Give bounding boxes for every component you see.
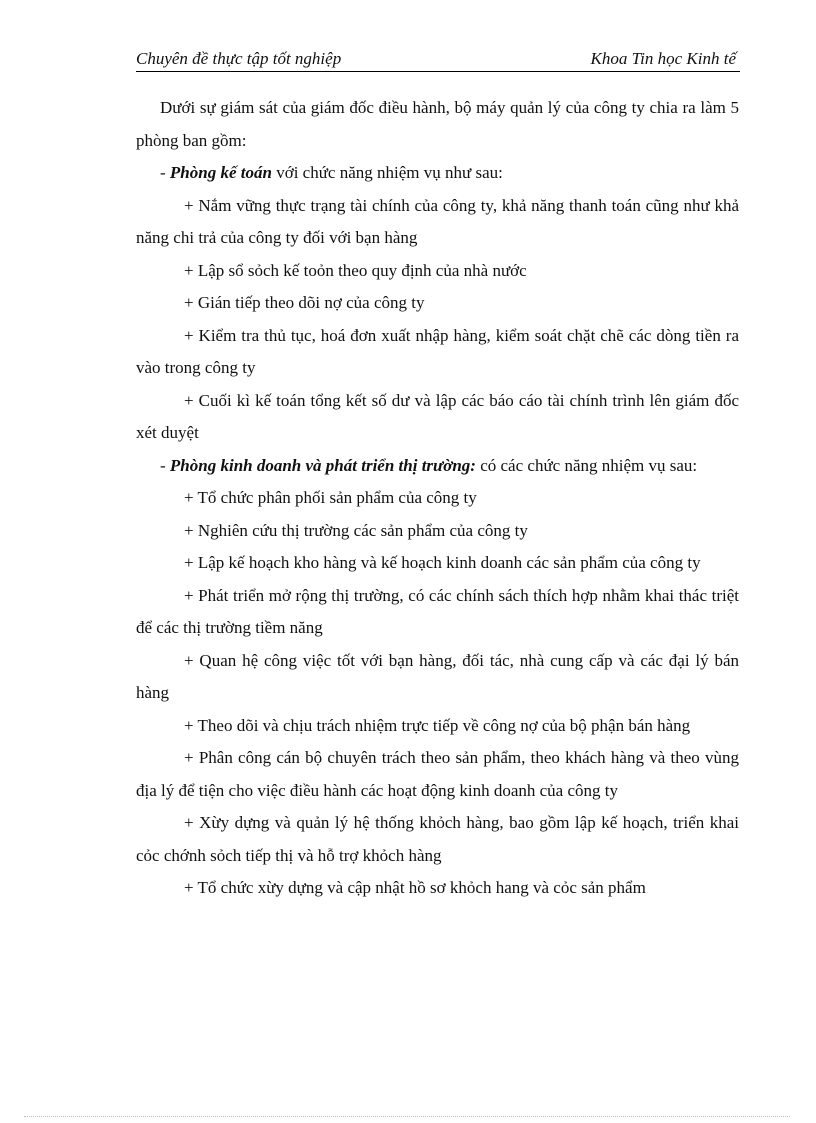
header-department: Khoa Tin học Kinh tế xyxy=(590,49,736,68)
header-title: Chuyên đề thực tập tốt nghiệp xyxy=(136,49,342,68)
list-item: + Theo dõi và chịu trách nhiệm trực tiếp về công nợ của bộ phận bán hàng xyxy=(184,715,691,735)
list-item: + Phát triển mở rộng thị trường, có các chính sách thích hợp nhằm khai thác triệt để các thị trường tiềm năng xyxy=(136,585,739,637)
list-item: + Quan hệ công việc tốt với bạn hàng, đối tác, nhà cung cấp và các đại lý bán hàng xyxy=(136,650,739,702)
page-footer-divider xyxy=(24,1116,790,1117)
dept-accounting-desc: với chức năng nhiệm vụ như sau: xyxy=(271,163,503,182)
list-item: + Nắm vững thực trạng tài chính của công ty, khả năng thanh toán cũng như khả năng chi trả của công ty đối với bạn hàng xyxy=(136,195,739,247)
list-item: + Kiểm tra thủ tục, hoá đơn xuất nhập hàng, kiểm soát chặt chẽ các dòng tiền ra vào trong công ty xyxy=(136,325,739,377)
list-item: + Nghiên cứu thị trường các sản phẩm của công ty xyxy=(184,520,528,540)
list-item: + Tổ chức phân phối sản phẩm của công ty xyxy=(184,488,477,507)
list-item: + Lập kế hoạch kho hàng và kế hoạch kinh doanh các sản phẩm của công ty xyxy=(184,553,701,572)
dept-sales-prefix: - xyxy=(160,455,170,475)
dept-accounting-heading xyxy=(136,157,739,190)
list-item: + Tổ chức xừy dựng và cập nhật hồ sơ khỏch hang và cỏc sản phẩm xyxy=(184,878,646,897)
dept-accounting-prefix: - xyxy=(160,163,170,182)
list-item: + Phân công cán bộ chuyên trách theo sản phẩm, theo khách hàng và theo vùng địa lý để tiện cho việc điều hành các hoạt động kinh doanh của công ty xyxy=(136,748,739,800)
dept-sales-name: Phòng kinh doanh và phát triển thị trường: xyxy=(169,455,476,475)
dept-accounting-name: Phòng kế toán xyxy=(169,163,272,182)
list-item: + Lập sổ sỏch kế toỏn theo quy định của nhà nước xyxy=(184,260,527,280)
list-item: + Cuối kì kế toán tổng kết số dư và lập các báo cáo tài chính trình lên giám đốc xét duyệt xyxy=(136,390,739,442)
list-item: + Gián tiếp theo dõi nợ của công ty xyxy=(184,293,425,312)
dept-sales-desc: có các chức năng nhiệm vụ sau: xyxy=(475,455,698,475)
list-item: + Xừy dựng và quản lý hệ thống khỏch hàng, bao gồm lập kế hoạch, triển khai cỏc chớnh sỏch tiếp thị và hỗ trợ khỏch hàng xyxy=(136,813,739,865)
dept-sales-heading xyxy=(136,450,739,483)
intro-paragraph: Dưới sự giám sát của giám đốc điều hành, bộ máy quản lý của công ty chia ra làm 5 phòng ban gồm: xyxy=(136,98,739,150)
page-header xyxy=(136,49,740,72)
document-body xyxy=(136,92,739,905)
